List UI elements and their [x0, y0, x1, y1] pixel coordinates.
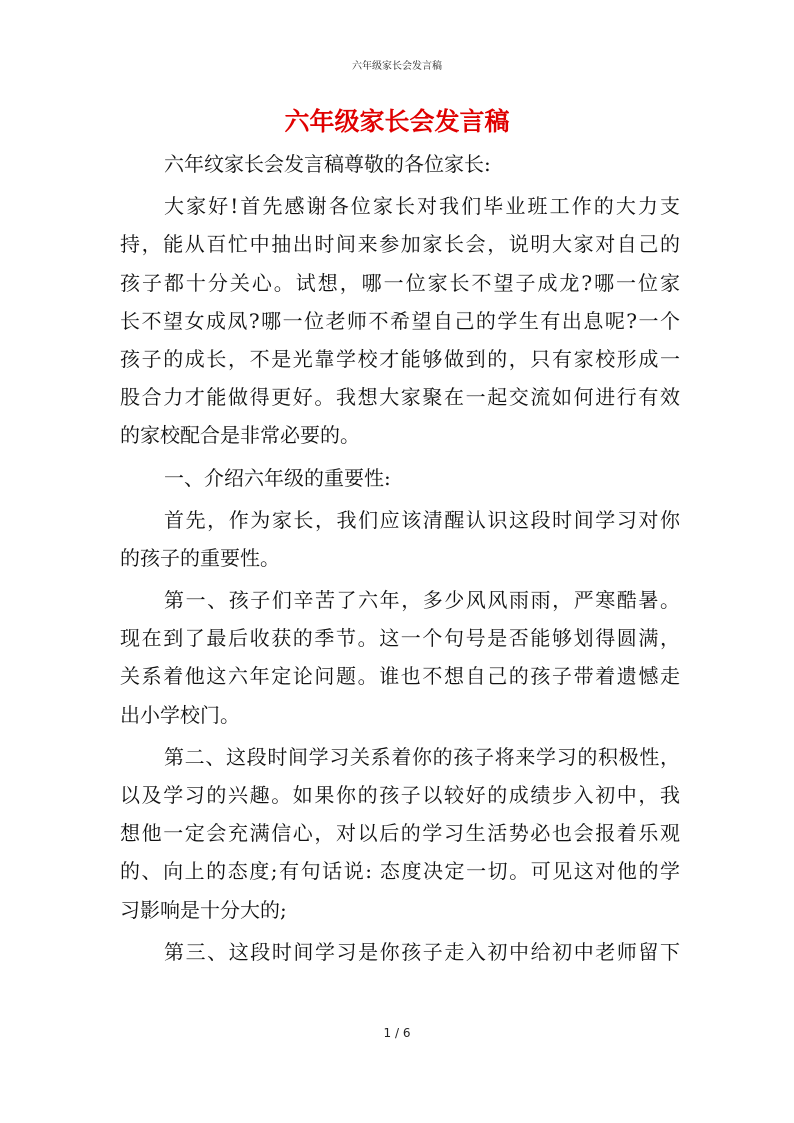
paragraph-line: 孩子的成长，不是光靠学校才能够做到的，只有家校形成一 — [120, 346, 680, 371]
paragraph-line: 孩子都十分关心。试想，哪一位家长不望子成龙?哪一位家 — [120, 270, 680, 295]
paragraph-line: 长不望女成凤?哪一位老师不希望自己的学生有出息呢?一个 — [120, 308, 680, 333]
page-number: 1 / 6 — [383, 1026, 411, 1040]
paragraph-line: 以及学习的兴趣。如果你的孩子以较好的成绩步入初中，我 — [120, 783, 680, 807]
paragraph-line: 的、向上的态度;有句话说: 态度决定一切。可见这对他的学 — [120, 859, 680, 884]
paragraph-line: 持，能从百忙中抽出时间来参加家长会，说明大家对自己的 — [120, 232, 680, 257]
document-body — [120, 145, 680, 971]
paragraph-line: 大家好!首先感谢各位家长对我们毕业班工作的大力支 — [164, 194, 680, 219]
paragraph-line: 的孩子的重要性。 — [120, 545, 280, 570]
paragraph-line: 第一、孩子们辛苦了六年，多少风风雨雨，严寒酷暑。 — [164, 588, 680, 613]
paragraph-line: 首先，作为家长，我们应该清醒认识这段时间学习对你 — [164, 507, 680, 532]
paragraph-line: 想他一定会充满信心，对以后的学习生活势必也会报着乐观 — [120, 821, 680, 846]
section-heading: 一、介绍六年级的重要性: — [164, 465, 391, 490]
paragraph-line: 的家校配合是非常必要的。 — [120, 423, 360, 448]
paragraph-line: 六年纹家长会发言稿尊敬的各位家长: — [164, 152, 491, 176]
paragraph-line: 股合力才能做得更好。我想大家聚在一起交流如何进行有效 — [120, 385, 680, 410]
paragraph-line: 第三、这段时间学习是你孩子走入初中给初中老师留下 — [164, 939, 680, 964]
paragraph-line: 出小学校门。 — [120, 702, 240, 727]
page-header: 六年级家长会发言稿 — [352, 61, 442, 72]
paragraph-line: 习影响是十分大的; — [120, 897, 287, 922]
paragraph-line: 第二、这段时间学习关系着你的孩子将来学习的积极性， — [164, 744, 680, 769]
document-title: 六年级家长会发言稿 — [284, 107, 510, 136]
paragraph-line: 现在到了最后收获的季节。这一个句号是否能够划得圆满， — [120, 626, 680, 651]
paragraph-line: 关系着他这六年定论问题。谁也不想自己的孩子带着遗憾走 — [120, 664, 680, 689]
